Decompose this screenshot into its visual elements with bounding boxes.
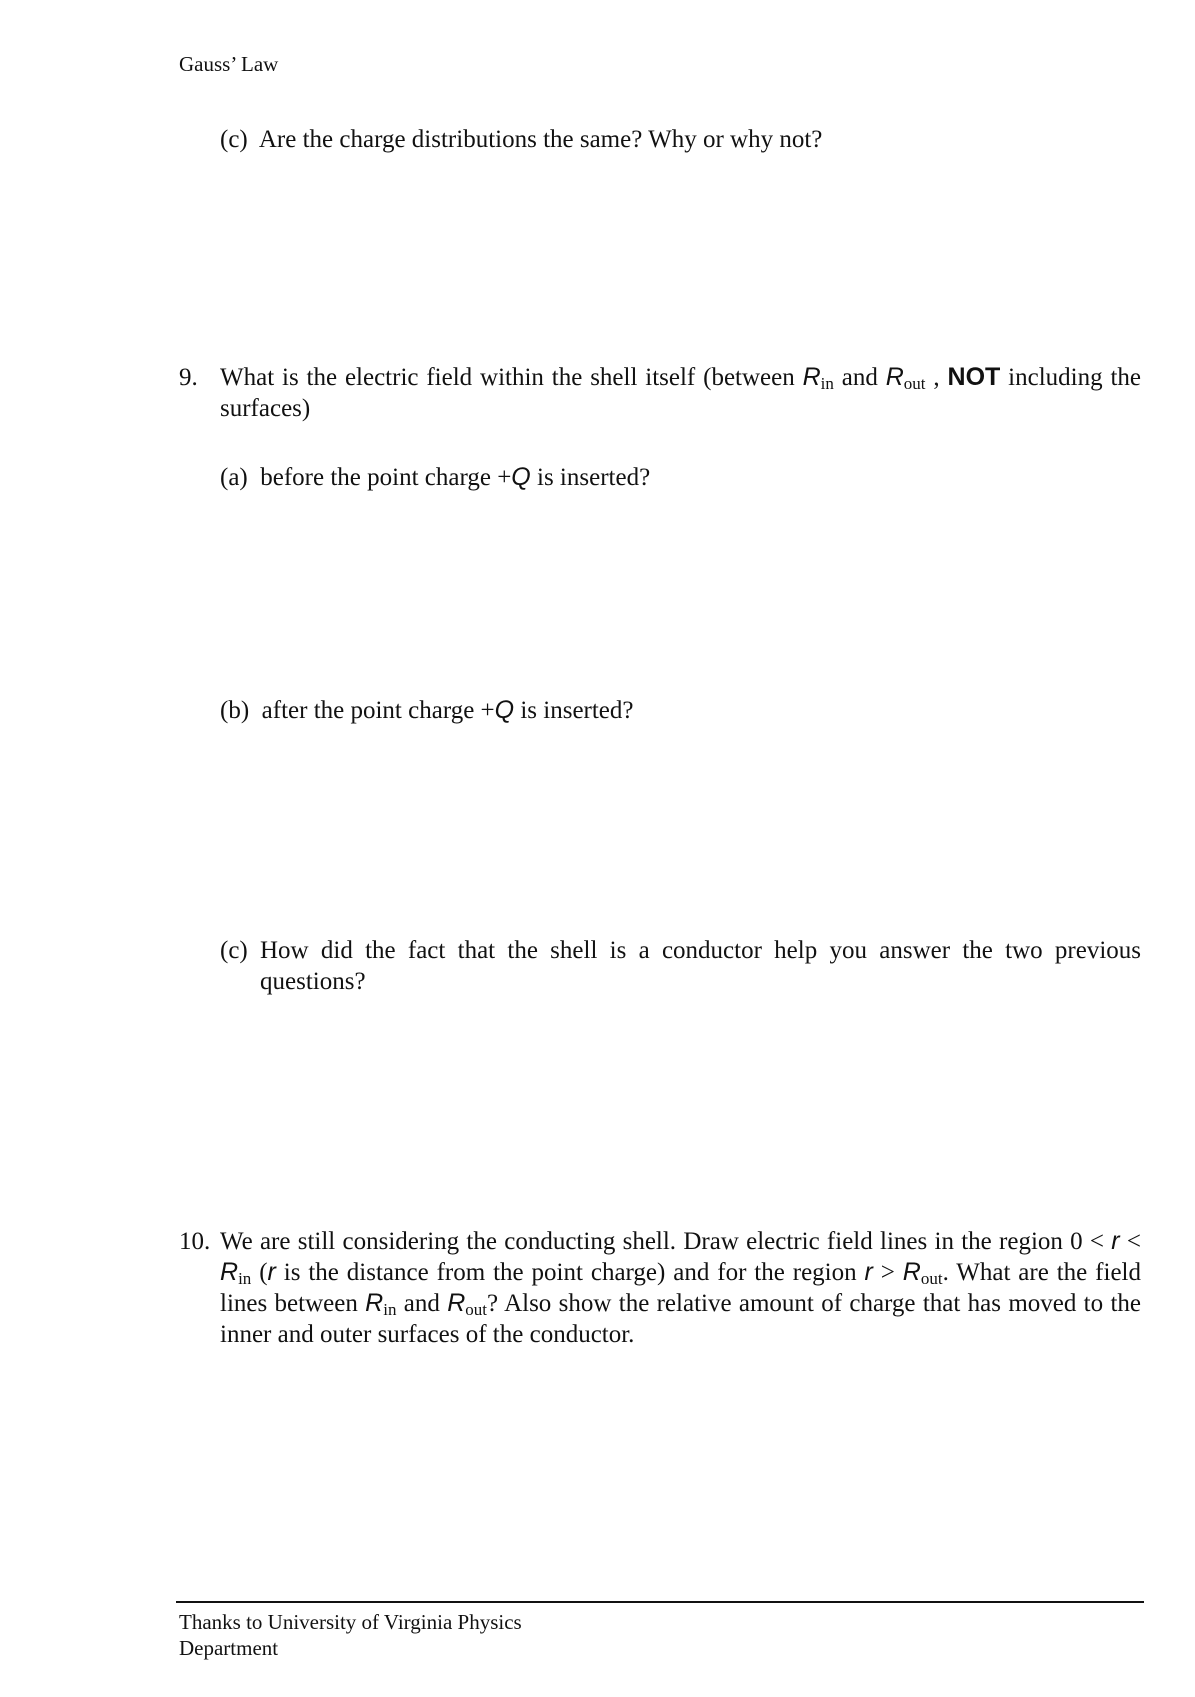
footer-divider [176,1601,1144,1603]
question-10 [179,1226,1141,1350]
question-10-text: We are still considering the conducting shell. Draw electric field lines in the region $0 < r < R_{in}$ (r is the distance from the point charge) and for the region $r > R_{out}$. What are the field lines between $R_{in}$ and $R_{out}$? Also show the relative amount of charge that has moved to the inner and outer surfaces of the conductor. [220,1227,1141,1348]
page-header: Gauss’ Law [179,52,279,76]
question-9b: (b) after the point charge +Q is inserted? [220,696,634,724]
question-9c-label: (c) [220,937,248,964]
question-10-number: 10. [179,1228,211,1255]
footer-line-1: Thanks to University of Virginia Physics [179,1610,522,1634]
question-9 [179,362,1141,424]
question-9a: (a) before the point charge +Q is inserted? [220,463,651,491]
question-9-number: 9. [179,364,198,391]
question-8c-text: Are the charge distributions the same? Why or why not? [258,126,823,153]
question-9b-label: (b) [220,697,250,724]
question-9c-text: How did the fact that the shell is a conductor help you answer the two previous questions? [260,937,1141,995]
question-8c [220,124,1140,155]
question-9c [220,935,1141,997]
footer-credit [179,1609,522,1661]
question-8c-label: (c) [220,126,248,153]
question-9-text: What is the electric field within the shell itself (between $R_{in}$ and $R_{out}$ , NOT including the surfaces) [220,363,1141,422]
footer-line-2: Department [179,1636,279,1660]
question-9a-label: (a) [220,464,248,491]
emphasis-not: NOT [947,363,1001,391]
